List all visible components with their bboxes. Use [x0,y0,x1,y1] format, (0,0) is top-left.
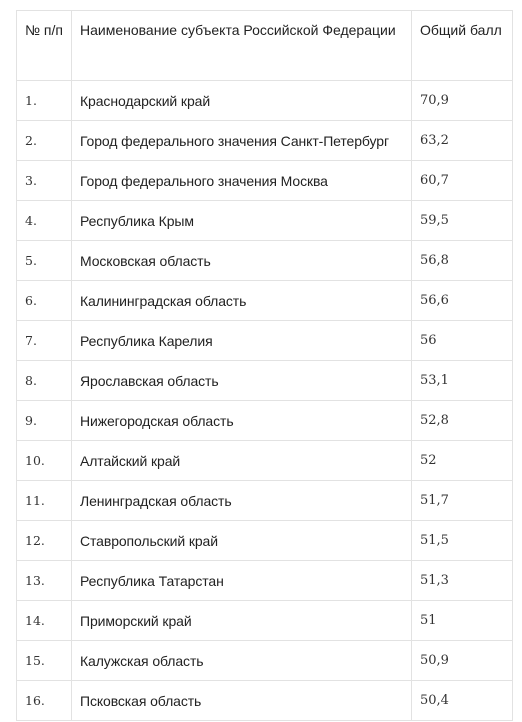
region-name: Алтайский край [72,441,412,481]
rating-table-container [16,10,512,721]
table-body [17,81,513,721]
row-number: 7. [17,321,72,361]
table-row [17,521,513,561]
total-score: 56,6 [412,281,513,321]
rating-table [16,10,513,721]
row-number: 11. [17,481,72,521]
table-row [17,601,513,641]
row-number: 3. [17,161,72,201]
total-score: 56 [412,321,513,361]
total-score: 53,1 [412,361,513,401]
region-name: Псковская область [72,681,412,721]
region-name: Ярославская область [72,361,412,401]
row-number: 8. [17,361,72,401]
total-score: 63,2 [412,121,513,161]
region-name: Республика Татарстан [72,561,412,601]
region-name: Московская область [72,241,412,281]
table-row [17,481,513,521]
table-row [17,361,513,401]
row-number: 16. [17,681,72,721]
row-number: 9. [17,401,72,441]
table-row [17,441,513,481]
region-name: Краснодарский край [72,81,412,121]
header-row [17,11,513,81]
row-number: 14. [17,601,72,641]
region-name: Город федерального значения Москва [72,161,412,201]
region-name: Нижегородская область [72,401,412,441]
header-score: Общий балл [412,11,513,81]
row-number: 4. [17,201,72,241]
table-row [17,401,513,441]
row-number: 2. [17,121,72,161]
region-name: Республика Крым [72,201,412,241]
table-row [17,321,513,361]
region-name: Город федерального значения Санкт-Петербург [72,121,412,161]
total-score: 56,8 [412,241,513,281]
total-score: 51,5 [412,521,513,561]
total-score: 51 [412,601,513,641]
region-name: Калужская область [72,641,412,681]
region-name: Республика Карелия [72,321,412,361]
total-score: 59,5 [412,201,513,241]
region-name: Калининградская область [72,281,412,321]
row-number: 10. [17,441,72,481]
row-number: 15. [17,641,72,681]
header-num: № п/п [17,11,72,81]
table-row [17,81,513,121]
row-number: 1. [17,81,72,121]
total-score: 52,8 [412,401,513,441]
table-row [17,681,513,721]
table-row [17,121,513,161]
total-score: 51,3 [412,561,513,601]
total-score: 50,9 [412,641,513,681]
region-name: Приморский край [72,601,412,641]
row-number: 5. [17,241,72,281]
table-row [17,241,513,281]
region-name: Ставропольский край [72,521,412,561]
total-score: 50,4 [412,681,513,721]
header-name: Наименование субъекта Российской Федерации [72,11,412,81]
row-number: 12. [17,521,72,561]
row-number: 13. [17,561,72,601]
total-score: 70,9 [412,81,513,121]
table-row [17,161,513,201]
total-score: 51,7 [412,481,513,521]
row-number: 6. [17,281,72,321]
region-name: Ленинградская область [72,481,412,521]
table-header [17,11,513,81]
total-score: 60,7 [412,161,513,201]
table-row [17,561,513,601]
table-row [17,201,513,241]
total-score: 52 [412,441,513,481]
table-row [17,641,513,681]
table-row [17,281,513,321]
